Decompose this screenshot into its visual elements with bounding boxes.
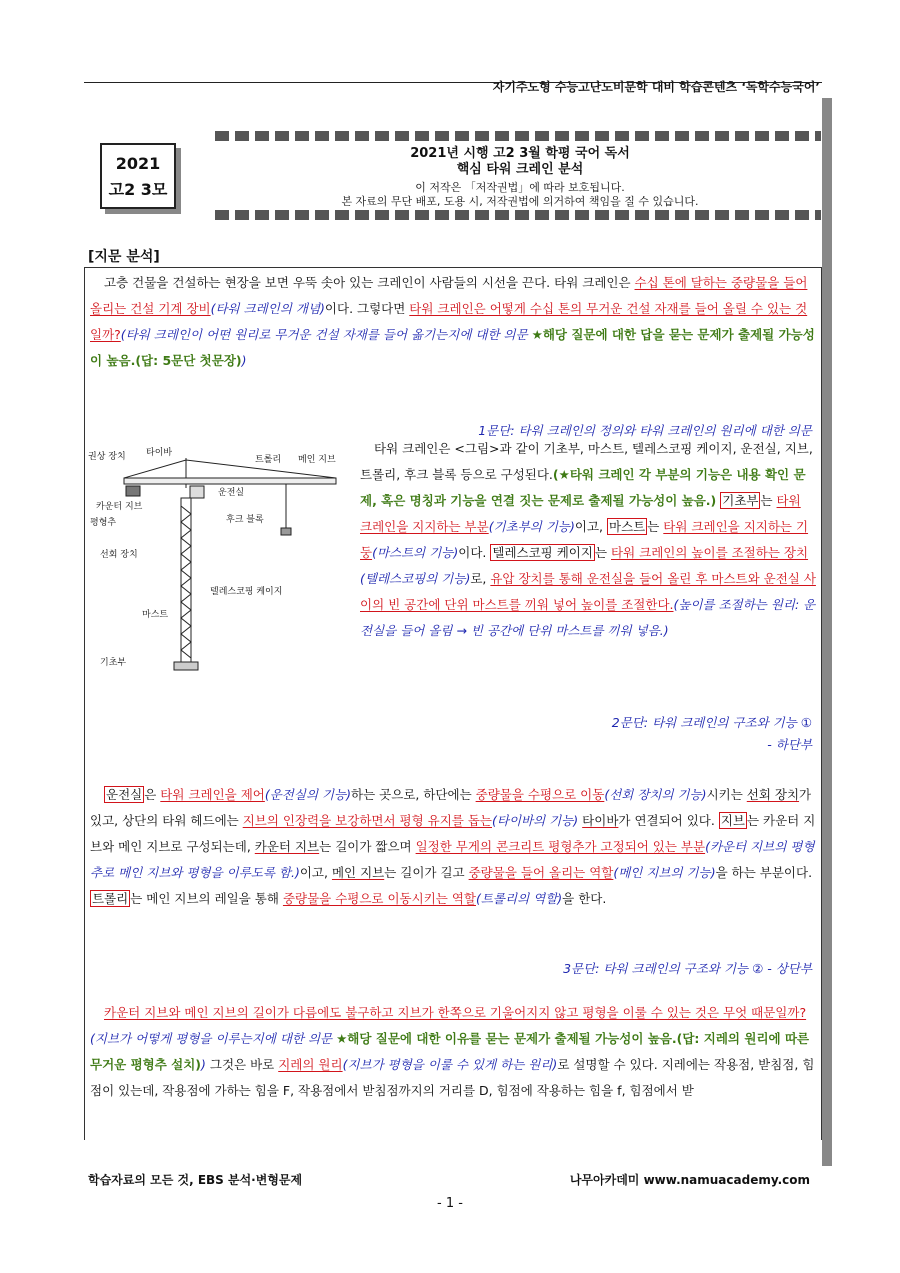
p2-keyword: 텔레스코핑 케이지: [492, 545, 593, 560]
section-heading: [지문 분석]: [88, 249, 160, 265]
doc-title: 2021년 시행 고2 3월 학평 국어 독서: [410, 146, 630, 161]
p3-keyword: 운전실: [106, 787, 143, 802]
p2-keyword: 마스트: [609, 519, 646, 534]
p2-note: (마스트의 기능): [372, 545, 459, 560]
doc-subtitle: 핵심 타워 크레인 분석: [456, 162, 584, 177]
p3-text: 을 하는 부분이다.: [715, 865, 813, 880]
p3-text: 하는 곳으로, 하단에는: [351, 787, 476, 802]
copyright-line-1: 이 저작은 「저작권법」에 따라 보호됩니다.: [415, 181, 625, 194]
p1-note: (타워 크레인의 개념): [210, 301, 325, 316]
p2-exam-tip: (★타워 크레인 각 부분의 기능은 내용 확인 문제, 혹은 명칭과 기능을 연결 짓는 문제로 출제될 가능성이 높음.): [360, 467, 806, 508]
badge-year: 2021: [115, 154, 161, 173]
crane-label: 타이바: [146, 448, 173, 458]
crane-label: 기초부: [100, 658, 127, 668]
paragraph-4: [90, 1000, 816, 1138]
p3-text: 가 있고, 상단의 타워 헤드에는: [90, 787, 812, 828]
p3-note: (운전실의 기능): [264, 787, 352, 802]
header-rule: [84, 82, 822, 83]
page-number: - 1 -: [437, 1196, 463, 1211]
page-side-bar: [822, 98, 832, 1166]
p4-key-phrase: 지레의 원리: [278, 1057, 343, 1072]
header-tagline: 자기주도형 수능고난도비문학 대비 학습콘텐츠 ‘독학수능국어’: [492, 80, 820, 94]
crane-label: 평형추: [90, 518, 117, 528]
crane-label: 선회 장치: [100, 550, 138, 560]
p2-note: (높이를 조절하는 원리: 운전실을 들어 올림 → 빈 공간에 단위 마스트를 끼워 넣음.): [360, 597, 816, 638]
p3-key-phrase: 중량물을 수평으로 이동시키는 역할: [282, 891, 476, 906]
p2-note: (텔레스코핑의 기능): [360, 571, 471, 586]
p3-note: (선회 장치의 기능): [604, 787, 707, 802]
crane-label: 후크 블록: [226, 515, 264, 525]
p3-text: 은: [144, 787, 161, 802]
footer-right: 나무아카데미 www.namuacademy.com: [569, 1173, 810, 1187]
p3-term: 카운터 지브: [254, 839, 320, 854]
p2-key-phrase: 타워 크레인을 지지하는 부분: [360, 493, 801, 534]
p3-key-phrase: 타워 크레인을 제어: [160, 787, 265, 802]
p4-key-question: 카운터 지브와 메인 지브의 길이가 다름에도 불구하고 지브가 한쪽으로 기울어지지 않고 평형을 이룰 수 있는 것은 무엇 때문일까?: [104, 1005, 807, 1020]
dash-rule-bottom: [215, 210, 821, 220]
p2-note: (기초부의 기능): [488, 519, 575, 534]
p2-text: 이고,: [574, 519, 607, 534]
p4-note: (지브가 어떻게 평형을 이루는지에 대한 의문: [90, 1031, 337, 1046]
p2-summary-sub: - 하단부: [767, 737, 812, 752]
p2-text: 는: [760, 493, 777, 508]
p3-term: 타이바: [582, 813, 619, 828]
p2-text: 타워 크레인은 <그림>과 같이 기초부, 마스트, 텔레스코핑 케이지, 운전실, 지브, 트롤리, 후크 블록 등으로 구성된다.: [360, 441, 813, 482]
p3-text: 이고,: [299, 865, 332, 880]
p2-key-phrase: 타워 크레인의 높이를 조절하는 장치: [611, 545, 809, 560]
p1-text: 이다. 그렇다면: [324, 301, 410, 316]
p4-text: 로 설명할 수 있다. 지레에는 작용점, 받침점, 힘점이 있는데, 작용점에 가하는 힘을 F, 작용점에서 받침점까지의 거리를 D, 힘점에 작용하는 힘을 f, 힘점에서 받: [90, 1057, 815, 1098]
p1-exam-tip: ★해당 질문에 대한 답을 묻는 문제가 출제될 가능성이 높음.(답: 5문단 첫문장): [90, 327, 815, 368]
p4-note-close: ): [201, 1057, 206, 1072]
p2-key-phrase: 유압 장치를 통해 운전실을 들어 올린 후 마스트와 운전실 사이의 빈 공간에 단위 마스트를 끼워 넣어 높이를 조절한다.: [360, 571, 816, 612]
p3-text: 시키는: [706, 787, 747, 802]
tower-crane-figure: [86, 448, 356, 680]
p1-summary: 1문단: 타워 크레인의 정의와 타워 크레인의 원리에 대한 의문: [478, 423, 812, 438]
dash-rule-top: [215, 131, 821, 141]
p3-text: 을 한다.: [562, 891, 607, 906]
p3-text: 는 길이가 길고: [384, 865, 469, 880]
p4-exam-tip: ★해당 질문에 대한 이유를 묻는 문제가 출제될 가능성이 높음.(답: 지레의 원리에 따른 무거운 평형추 설치): [90, 1031, 810, 1072]
p2-text: 는: [594, 545, 612, 560]
paragraph-2: [360, 436, 816, 644]
crane-label: 카운터 지브: [96, 502, 143, 512]
crane-label: 텔레스코핑 케이지: [210, 587, 283, 597]
p1-text: 고층 건물을 건설하는 현장을 보면 우뚝 솟아 있는 크레인이 사람들의 시선을 끈다. 타워 크레인은: [104, 275, 635, 290]
crane-label: 메인 지브: [298, 455, 336, 465]
p3-keyword: 지브: [720, 813, 745, 828]
p3-note: (타이바의 기능): [492, 813, 579, 828]
p4-note: (지브가 평형을 이룰 수 있게 하는 원리): [342, 1057, 558, 1072]
p3-note: (카운터 지브의 평형추로 메인 지브와 평형을 이루도록 함.): [90, 839, 815, 880]
p3-text: 가 연결되어 있다.: [618, 813, 719, 828]
p3-note: (메인 지브의 기능): [613, 865, 716, 880]
p2-text: 로,: [470, 571, 491, 586]
p3-term: 메인 지브: [331, 865, 385, 880]
footer-left: 학습자료의 모든 것, EBS 분석·변형문제: [88, 1173, 303, 1187]
paragraph-1: [90, 270, 816, 374]
badge-exam: 고2 3모: [108, 180, 168, 199]
p3-key-phrase: 일정한 무게의 콘크리트 평형추가 고정되어 있는 부분: [415, 839, 706, 854]
crane-label: 권상 장치: [88, 452, 126, 462]
p2-text: 이다.: [458, 545, 491, 560]
p3-keyword: 트롤리: [92, 891, 129, 906]
p3-text: 는 길이가 짧으며: [319, 839, 416, 854]
p3-summary: 3문단: 타워 크레인의 구조와 기능 ② - 상단부: [563, 961, 812, 976]
p4-text: 그것은 바로: [205, 1057, 279, 1072]
p1-key-question: 타워 크레인은 어떻게 수십 톤의 무거운 건설 자재를 들어 올릴 수 있는 것일까?: [90, 301, 808, 342]
crane-label: 마스트: [142, 610, 169, 620]
p3-text: 는 카운터 지브와 메인 지브로 구성되는데,: [90, 813, 816, 854]
crane-label: 운전실: [218, 488, 245, 498]
p3-note: (트롤리의 역할): [475, 891, 563, 906]
p2-text: 는: [647, 519, 664, 534]
paragraph-3: [90, 782, 816, 912]
p3-term: 선회 장치: [746, 787, 800, 802]
p3-key-phrase: 중량물을 수평으로 이동: [475, 787, 605, 802]
p3-key-phrase: 지브의 인장력을 보강하면서 평형 유지를 돕는: [242, 813, 492, 828]
year-badge: [100, 143, 176, 209]
p1-note-close: ): [241, 353, 247, 368]
p2-summary: 2문단: 타워 크레인의 구조와 기능 ①: [611, 715, 812, 730]
p2-keyword: 기초부: [722, 493, 759, 508]
crane-label: 트롤리: [255, 455, 282, 465]
p1-key-definition: 수십 톤에 달하는 중량물을 들어 올리는 건설 기계 장비: [90, 275, 808, 316]
p2-key-phrase: 타워 크레인을 지지하는 기둥: [360, 519, 809, 560]
p1-note: (타워 크레인이 어떤 원리로 무거운 건설 자재를 들어 옮기는지에 대한 의문: [120, 327, 532, 342]
p3-text: 는 메인 지브의 레일을 통해: [130, 891, 283, 906]
copyright-line-2: 본 자료의 무단 배포, 도용 시, 저작권법에 의거하여 책임을 질 수 있습니다.: [341, 195, 699, 208]
p3-key-phrase: 중량물을 들어 올리는 역할: [468, 865, 614, 880]
